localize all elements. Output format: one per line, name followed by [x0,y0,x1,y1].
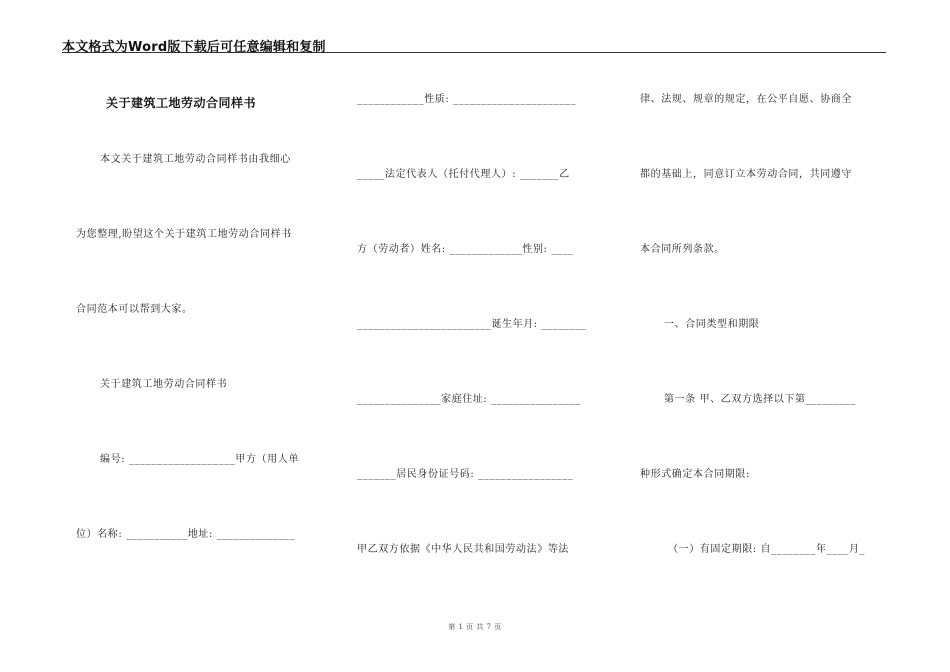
paragraph-line: 合同范本可以帮到大家。 [76,304,193,315]
paragraph-line: 种形式确定本合同期限: [640,469,750,480]
paragraph-line: _______________家庭住址: ________________ [357,394,581,405]
paragraph-line: ________________________诞生年月: ________ [357,319,587,330]
document-title: 关于建筑工地劳动合同样书 [106,96,257,110]
paragraph-line: 本合同所列条款。 [640,244,725,255]
paragraph-line: 方（劳动者）姓名: _____________性别: ____ [357,244,574,255]
section-heading: 一、合同类型和期限 [664,319,760,330]
paragraph-line: 本文关于建筑工地劳动合同样书由我细心 [100,154,291,165]
paragraph-line: _______居民身份证号码: _________________ [357,469,574,480]
paragraph-line: _____法定代表人（托付代理人）: _______乙 [357,169,570,180]
banner-divider [62,52,886,53]
paragraph-line: ____________性质: ______________________ [357,94,577,105]
paragraph-line: 关于建筑工地劳动合同样书 [100,379,228,390]
paragraph-line: 第一条 甲、乙双方选择以下第_________ [664,394,856,405]
paragraph-line: （一）有固定期限: 自________年____月_ [668,544,866,555]
paragraph-line: 为您整理,盼望这个关于建筑工地劳动合同样书 [76,229,292,240]
paragraph-line: 编号: ___________________甲方（用人单 [100,454,299,465]
page-number: 第 1 页 共 7 页 [448,623,502,631]
paragraph-line: 律、法规、规章的规定，在公平自愿、协商全 [640,94,852,105]
paragraph-line: 都的基础上，同意订立本劳动合同，共同遵守 [640,169,852,180]
paragraph-line: 位）名称: ___________地址: ______________ [76,529,296,540]
paragraph-line: 甲乙双方依据《中华人民共和国劳动法》等法 [357,544,569,555]
download-banner: 本文格式为Word版下载后可任意编辑和复制 [62,40,326,55]
